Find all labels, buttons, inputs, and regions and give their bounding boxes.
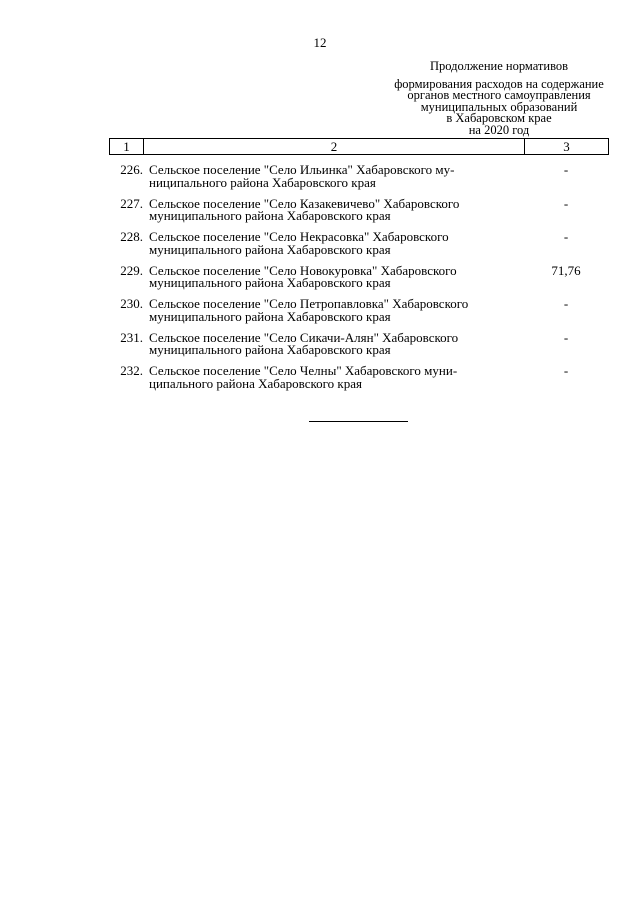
settlement-name-line: Сельское поселение "Село Петропавловка" Хабаровского — [149, 296, 469, 311]
settlement-name-line: муниципального района Хабаровского края — [149, 308, 391, 324]
settlement-name-line: Сельское поселение "Село Некрасовка" Хабаровского — [149, 229, 449, 244]
norm-value: - — [563, 229, 569, 244]
page-number: 12 — [313, 35, 327, 50]
settlement-name-line: муниципального района Хабаровского края — [149, 241, 391, 257]
caption-line: Продолжение нормативов — [429, 59, 569, 73]
header-cell-1: 1 — [110, 139, 144, 155]
end-of-table-rule — [309, 421, 408, 422]
norm-value: - — [563, 296, 569, 311]
settlement-name — [149, 262, 521, 290]
settlement-name-line: Сельское поселение "Село Новокуровка" Хабаровского — [149, 262, 457, 278]
table-row — [109, 365, 608, 399]
settlement-name-line: Сельское поселение "Село Сикачи-Алян" Хабаровского — [149, 329, 459, 345]
caption-line: на 2020 год — [468, 122, 530, 137]
row-number: 226. — [120, 162, 143, 177]
caption-line: в Хабаровском крае — [446, 111, 552, 125]
caption-line: формирования расходов на содержание — [394, 76, 604, 91]
row-number: 230. — [120, 296, 143, 311]
table-row — [109, 231, 608, 265]
settlement-name — [149, 298, 521, 323]
header-row — [110, 139, 609, 155]
row-number: 228. — [120, 229, 143, 244]
table-row — [109, 195, 608, 232]
settlement-name-line: ципального района Хабаровского края — [149, 375, 362, 391]
header-cell-2: 2 — [144, 139, 525, 155]
table-row — [109, 262, 608, 299]
settlement-name — [149, 195, 521, 223]
settlement-name-line: Сельское поселение "Село Ильинка" Хабаровского му- — [149, 162, 455, 177]
caption-line: органов местного самоуправления — [407, 88, 591, 102]
norm-value: 71,76 — [551, 262, 581, 278]
settlement-name-line: Сельское поселение "Село Казакевичево" Хабаровского — [149, 195, 460, 211]
settlement-name — [149, 231, 521, 256]
row-number: 231. — [120, 329, 143, 345]
row-number: 227. — [120, 195, 143, 211]
settlement-name-line: муниципального района Хабаровского края — [149, 342, 391, 357]
settlement-name — [149, 365, 521, 390]
row-number: 232. — [120, 363, 143, 378]
settlement-name-line: муниципального района Хабаровского края — [149, 275, 391, 290]
column-number-header — [109, 138, 609, 155]
settlement-name-line: муниципального района Хабаровского края — [149, 208, 391, 223]
norm-value: - — [563, 162, 569, 177]
norm-value: - — [563, 363, 569, 378]
table-row — [109, 164, 608, 198]
table-caption — [382, 61, 616, 136]
settlement-name-line: ниципального района Хабаровского края — [149, 174, 376, 190]
table-body — [109, 164, 608, 399]
header-cell-3: 3 — [525, 139, 609, 155]
table-row — [109, 329, 608, 366]
caption-line: муниципальных образований — [420, 99, 578, 114]
norm-value: - — [563, 329, 569, 345]
settlement-name — [149, 329, 521, 357]
settlement-name — [149, 164, 521, 189]
table-row — [109, 298, 608, 332]
norm-value: - — [563, 195, 569, 211]
row-number: 229. — [120, 262, 143, 278]
settlement-name-line: Сельское поселение "Село Челны" Хабаровского муни- — [149, 363, 458, 378]
